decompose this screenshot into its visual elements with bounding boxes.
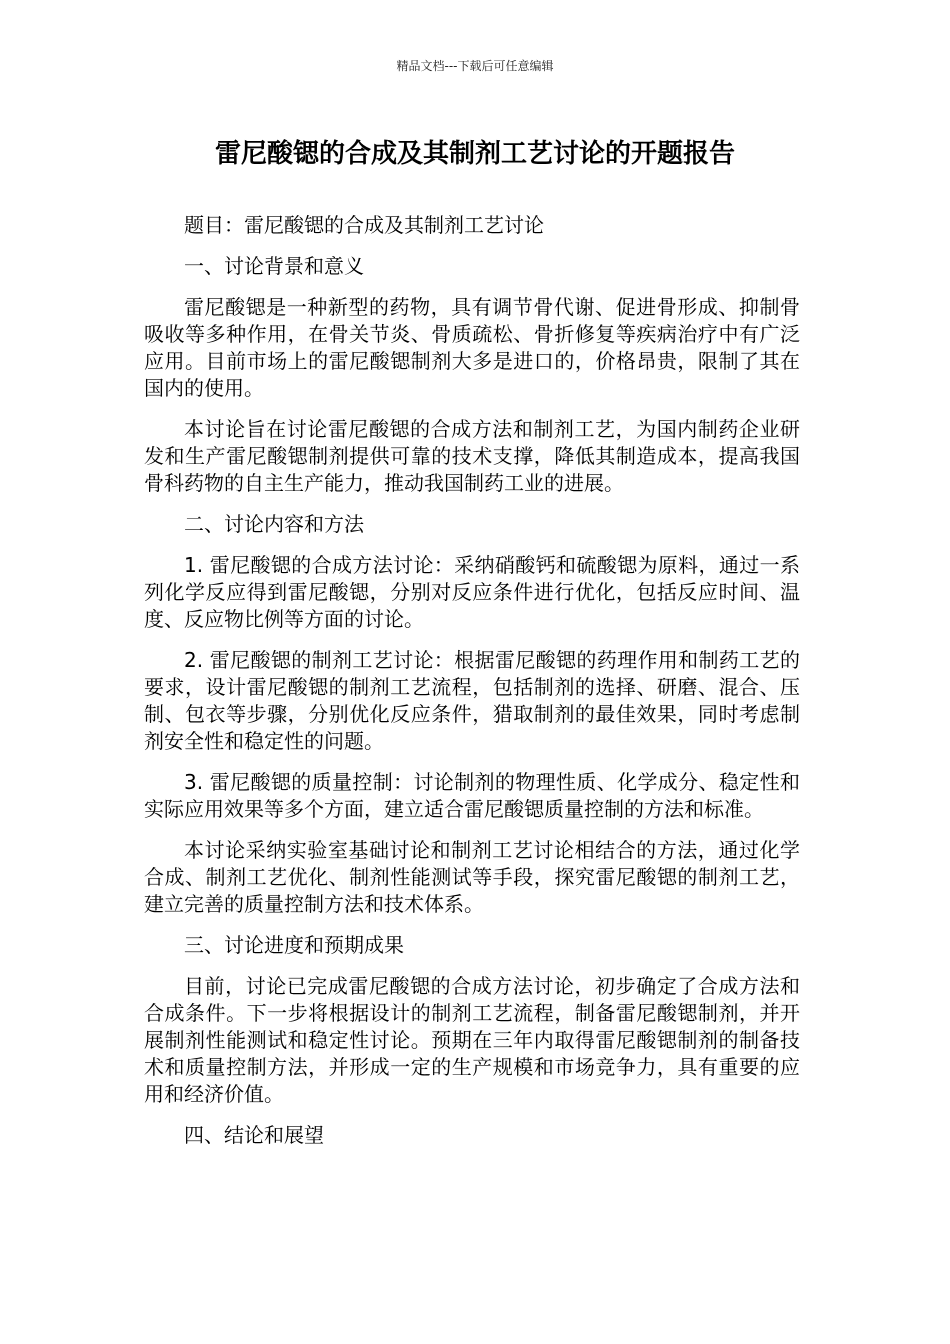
topic-line: 题目：雷尼酸锶的合成及其制剂工艺讨论 — [184, 213, 544, 237]
section-heading-content-method: 二、讨论内容和方法 — [184, 512, 364, 536]
section-heading-progress: 三、讨论进度和预期成果 — [184, 933, 404, 957]
background-paragraph-1: 雷尼酸锶是一种新型的药物，具有调节骨代谢、促进骨形成、抑制骨吸收等多种作用，在骨关节炎、骨质疏松、骨折修复等疾病治疗中有广泛应用。目前市场上的雷尼酸锶制剂大多是进口的，价格昂贵，限制了其在国内的使用。 — [144, 295, 800, 400]
content-item-3: 3. 雷尼酸锶的质量控制：讨论制剂的物理性质、化学成分、稳定性和实际应用效果等多个方面，建立适合雷尼酸锶质量控制的方法和标准。 — [144, 770, 800, 821]
progress-paragraph: 目前，讨论已完成雷尼酸锶的合成方法讨论，初步确定了合成方法和合成条件。下一步将根据设计的制剂工艺流程，制备雷尼酸锶制剂，并开展制剂性能测试和稳定性讨论。预期在三年内取得雷尼酸锶制剂的制备技术和质量控制方法，并形成一定的生产规模和市场竞争力，具有重要的应用和经济价值。 — [144, 974, 800, 1106]
content-item-1: 1. 雷尼酸锶的合成方法讨论：采纳硝酸钙和硫酸锶为原料，通过一系列化学反应得到雷尼酸锶，分别对反应条件进行优化，包括反应时间、温度、反应物比例等方面的讨论。 — [144, 553, 800, 631]
document-title: 雷尼酸锶的合成及其制剂工艺讨论的开题报告 — [214, 139, 735, 169]
content-item-2: 2. 雷尼酸锶的制剂工艺讨论：根据雷尼酸锶的药理作用和制药工艺的要求，设计雷尼酸锶的制剂工艺流程，包括制剂的选择、研磨、混合、压制、包衣等步骤，分别优化反应条件，猎取制剂的最佳效果，同时考虑制剂安全性和稳定性的问题。 — [144, 648, 800, 753]
background-paragraph-2: 本讨论旨在讨论雷尼酸锶的合成方法和制剂工艺，为国内制药企业研发和生产雷尼酸锶制剂提供可靠的技术支撑，降低其制造成本，提高我国骨科药物的自主生产能力，推动我国制药工业的进展。 — [144, 417, 800, 495]
header-note: 精品文档---下载后可任意编辑 — [396, 59, 554, 73]
document-body — [144, 212, 800, 1163]
method-paragraph: 本讨论采纳实验室基础讨论和制剂工艺讨论相结合的方法，通过化学合成、制剂工艺优化、制剂性能测试等手段，探究雷尼酸锶的制剂工艺，建立完善的质量控制方法和技术体系。 — [144, 838, 800, 916]
section-heading-conclusion: 四、结论和展望 — [184, 1123, 324, 1147]
section-heading-background: 一、讨论背景和意义 — [184, 254, 364, 278]
